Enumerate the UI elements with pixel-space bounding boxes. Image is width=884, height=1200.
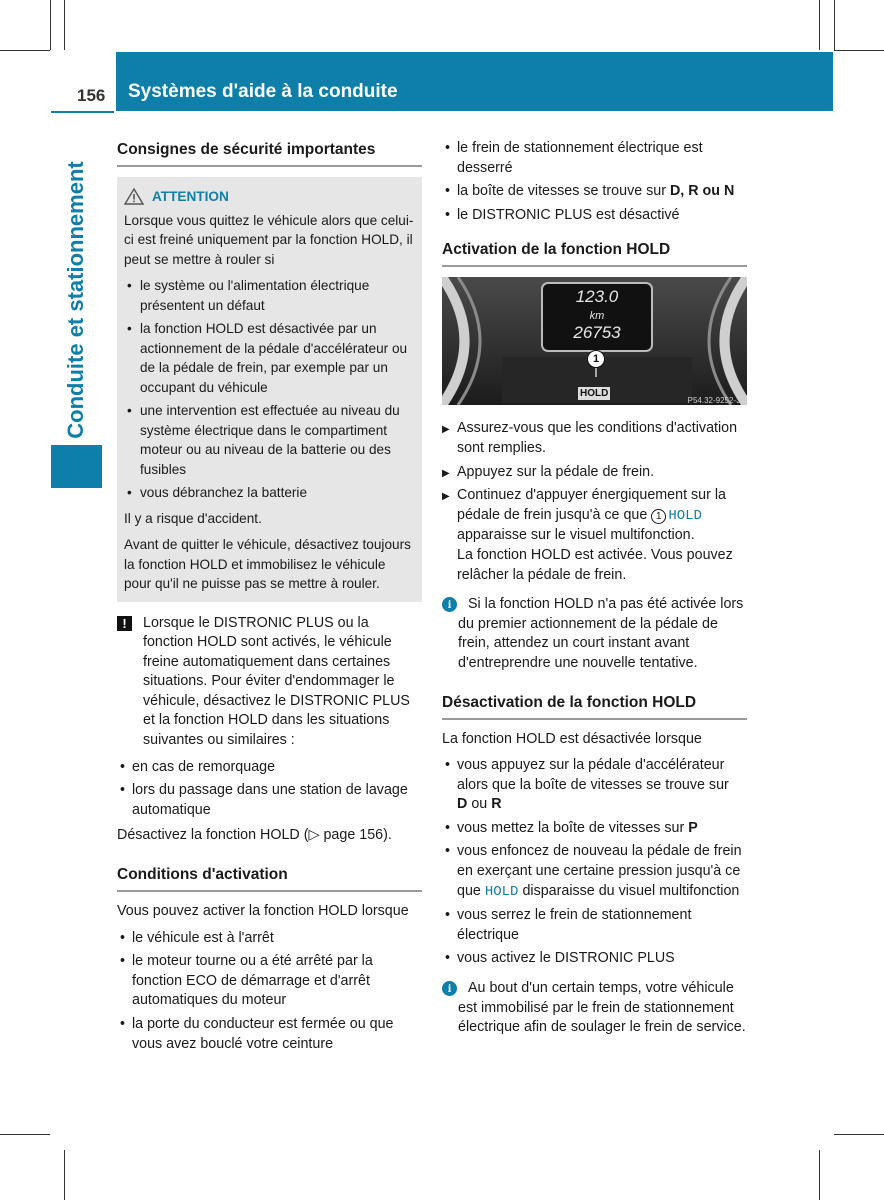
unit-readout: km [589,310,605,323]
crop-mark [64,1150,65,1200]
material-note [117,614,422,751]
step-item: ▶ Continuez d'appuyer énergiquement sur la pédale de frein jusqu'à ce que 1 HOLD apparaisse sur le visuel multifonction. La fonction HOLD est activée. Vous pouvez relâcher la pédale de frein. [442,486,747,585]
crop-mark [64,0,65,50]
list-item: • une intervention est effectuée au niveau du système électrique dans le compartiment moteur ou au niveau de la batterie ou des fusibles [124,401,415,479]
info-note: i Si la fonction HOLD n'a pas été activée lors du premier actionnement de la pédale de frein, attendez un court instant avant d'entreprendre une nouvelle tentative. [442,595,747,673]
list-item: • vous appuyez sur la pédale d'accélérateur alors que la boîte de vitesses se trouve sur D ou R [442,756,747,815]
warning-list [124,276,415,503]
crop-mark [50,0,51,50]
section-side-label: Conduite et stationnement [63,161,88,439]
warning-intro: Lorsque vous quittez le véhicule alors que celui-ci est freiné uniquement par la fonction HOLD, il peut se mettre à rouler si [124,212,414,267]
note-text: Lorsque le DISTRONIC PLUS ou la fonction HOLD sont activés, le véhicule freine automatiquement dans certaines situations. Pour éviter d'endommager le véhicule, désactivez le DISTRONIC PLUS et la fonction HOLD dans les situations suivantes ou similaires : [143,614,410,749]
list-item: • vous enfoncez de nouveau la pédale de frein en exerçant une certaine pression jusqu'à ce que HOLD disparaisse du visuel multifonction [442,842,747,902]
step-item: ▶ Assurez-vous que les conditions d'activation sont remplies. [442,419,747,458]
info-icon: i [442,597,457,612]
instrument-cluster-figure [442,277,747,405]
page-title: Systèmes d'aide à la conduite [128,81,398,102]
conditions-intro: Vous pouvez activer la fonction HOLD lorsque [117,903,409,920]
info-icon: i [442,981,457,996]
crop-mark [819,1150,820,1200]
conditions-list-continued [442,139,747,225]
list-item: • le véhicule est à l'arrêt [117,929,422,949]
list-item: • vous serrez le frein de stationnement électrique [442,906,747,945]
list-item: • la boîte de vitesses se trouve sur D, R ou N [442,182,747,202]
warning-advice: Avant de quitter le véhicule, désactivez toujours la fonction HOLD et immobilisez le véhicule pour qu'il ne puisse pas se mettre à rouler. [124,537,411,591]
hold-display-text: HOLD [484,883,519,900]
warning-box [117,177,422,602]
odometer-readout: 26753 [573,323,621,343]
deactivation-intro: La fonction HOLD est désactivée lorsque [442,730,702,747]
crop-mark [0,50,50,51]
right-column [442,139,747,1048]
section-tab-marker [51,445,102,488]
warning-triangle-icon [124,188,144,205]
hold-indicator: HOLD [580,388,609,400]
figure-code: P54.32-9252-31 [687,396,745,406]
warning-label: ATTENTION [152,189,229,204]
speed-readout: 123.0 [575,287,619,307]
list-item: • lors du passage dans une station de lavage automatique [117,781,422,820]
heading-conditions: Conditions d'activation [117,864,422,892]
left-column [117,139,422,1060]
heading-activation: Activation de la fonction HOLD [442,239,747,267]
deactivation-list [442,756,747,969]
heading-safety: Consignes de sécurité importantes [117,139,422,167]
list-item: • le frein de stationnement électrique est desserré [442,139,747,178]
warning-risk: Il y a risque d'accident. [124,510,262,526]
step-item: ▶ Appuyez sur la pédale de frein. [442,463,747,483]
crop-mark [0,1134,50,1135]
list-item: • vous mettez la boîte de vitesses sur P [442,819,747,839]
exclamation-icon: ! [117,616,132,631]
note-list [117,758,422,821]
callout-marker: 1 [587,350,605,368]
list-item: • en cas de remorquage [117,758,422,778]
crop-mark [834,0,835,50]
page-number: 156 [77,86,106,105]
crop-mark [834,1134,884,1135]
heading-deactivation: Désactivation de la fonction HOLD [442,692,747,720]
list-item: • la fonction HOLD est désactivée par un actionnement de la pédale d'accélérateur ou de la pédale de frein, par exemple par un occupant du véhicule [124,319,415,397]
list-item: • le DISTRONIC PLUS est désactivé [442,206,747,226]
step-result: La fonction HOLD est activée. Vous pouvez relâcher la pédale de frein. [457,546,733,583]
page-reference: Désactivez la fonction HOLD (▷ page 156). [117,827,392,844]
info-note: i Au bout d'un certain temps, votre véhicule est immobilisé par le frein de stationnement électrique afin de soulager le frein de service. [442,979,747,1038]
list-item: • la porte du conducteur est fermée ou que vous avez bouclé votre ceinture [117,1015,422,1054]
conditions-list [117,929,422,1055]
crop-mark [819,0,820,50]
warning-header [124,187,415,207]
list-item: • le système ou l'alimentation électrique présentent un défaut [124,276,415,315]
hold-display-text: HOLD [668,507,702,524]
list-item: • vous activez le DISTRONIC PLUS [442,949,747,969]
callout-reference: 1 [651,509,666,524]
list-item: • le moteur tourne ou a été arrêté par la fonction ECO de démarrage et d'arrêt automatiques du moteur [117,952,422,1011]
activation-steps [442,419,747,585]
list-item: • vous débranchez la batterie [124,483,415,503]
crop-mark [834,50,884,51]
